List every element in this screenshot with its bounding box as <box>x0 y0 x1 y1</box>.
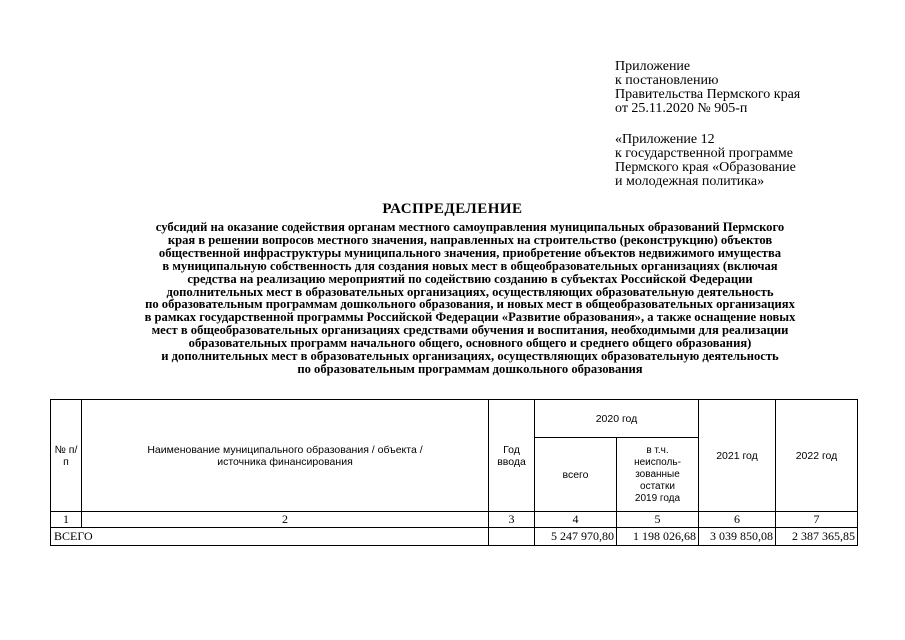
column-number: 2 <box>82 512 489 528</box>
column-number: 6 <box>699 512 776 528</box>
header-name-line: источника финансирования <box>217 455 353 468</box>
total-row <box>51 528 858 546</box>
subtitle-line: по образовательным программам дошкольного образования, и новых мест в общеобразовательных организациях <box>145 297 795 312</box>
header-unused-line: зованные <box>635 468 680 480</box>
header-unused-line: в т.ч. <box>646 444 669 456</box>
total-2021: 3 039 850,08 <box>699 528 776 546</box>
subtitle-line: мест в общеобразовательных организациях средствами обучения и воспитания, необходимыми для реализации <box>151 323 789 338</box>
header-2020-unused <box>617 438 699 512</box>
document-title: РАСПРЕДЕЛЕНИЕ <box>382 201 523 217</box>
total-2020-unused: 1 198 026,68 <box>617 528 699 546</box>
column-number: 3 <box>489 512 535 528</box>
annex-line: к постановлению <box>615 73 719 88</box>
distribution-table <box>50 399 858 546</box>
annex-program-line: к государственной программе <box>615 146 793 161</box>
subtitle-line: субсидий на оказание содействия органам местного самоуправления муниципальных образований Пермского <box>155 220 785 234</box>
subtitle-line: по образовательным программам дошкольного образования <box>297 361 643 376</box>
subtitle-line: края в решении вопросов местного значения, направленных на строительство (реконструкцию) объектов <box>167 232 773 247</box>
annex-line: от 25.11.2020 № 905-п <box>615 101 748 116</box>
header-unused-line: остатки <box>640 480 675 492</box>
annex-program-line: и молодежная политика» <box>615 174 765 189</box>
total-label: ВСЕГО <box>51 528 489 546</box>
total-2020-all: 5 247 970,80 <box>535 528 617 546</box>
column-numbering-row <box>51 512 858 528</box>
total-2022: 2 387 365,85 <box>776 528 858 546</box>
header-num: № п/п <box>51 400 82 512</box>
column-number: 4 <box>535 512 617 528</box>
header-name-line: Наименование муниципального образования / объекта / <box>147 443 423 456</box>
total-year <box>489 528 535 546</box>
document-subtitle <box>70 221 870 376</box>
annex-program-line: Пермского края «Образование <box>615 160 796 175</box>
annex-line: Правительства Пермского края <box>615 87 801 102</box>
header-2022: 2022 год <box>776 400 858 512</box>
header-unused-line: неисполь- <box>634 456 681 468</box>
table-header-row <box>51 400 858 438</box>
column-number: 1 <box>51 512 82 528</box>
subtitle-line: и дополнительных мест в образовательных организациях, осуществляющих образовательную деятельность <box>161 349 779 364</box>
column-number: 7 <box>776 512 858 528</box>
subtitle-line: средства на реализацию мероприятий по содействию созданию в субъектах Российской Федерации <box>187 271 753 286</box>
column-number: 5 <box>617 512 699 528</box>
annex-program-block <box>615 133 895 189</box>
annex-program-line: «Приложение 12 <box>615 132 715 147</box>
header-2020-total: всего <box>535 438 617 512</box>
subtitle-line: образовательных программ начального общего, основного общего и среднего общего образования) <box>188 336 752 351</box>
header-2021: 2021 год <box>699 400 776 512</box>
header-unused-line: 2019 года <box>634 492 681 504</box>
header-2020: 2020 год <box>535 400 699 438</box>
header-year-intro: Год ввода <box>489 400 535 512</box>
subtitle-line: дополнительных мест в образовательных организациях, осуществляющих образовательную деятельность <box>166 284 774 299</box>
subtitle-line: общественной инфраструктуры муниципального значения, приобретение объектов недвижимого имущества <box>158 245 782 260</box>
annex-block <box>615 60 895 116</box>
annex-line: Приложение <box>615 59 691 74</box>
subtitle-line: в муниципальную собственность для создания новых мест в общеобразовательных организациях (включая <box>162 258 778 273</box>
subtitle-line: в рамках государственной программы Российской Федерации «Развитие образования», а также оснащение новых <box>144 310 796 325</box>
header-name <box>82 400 489 512</box>
